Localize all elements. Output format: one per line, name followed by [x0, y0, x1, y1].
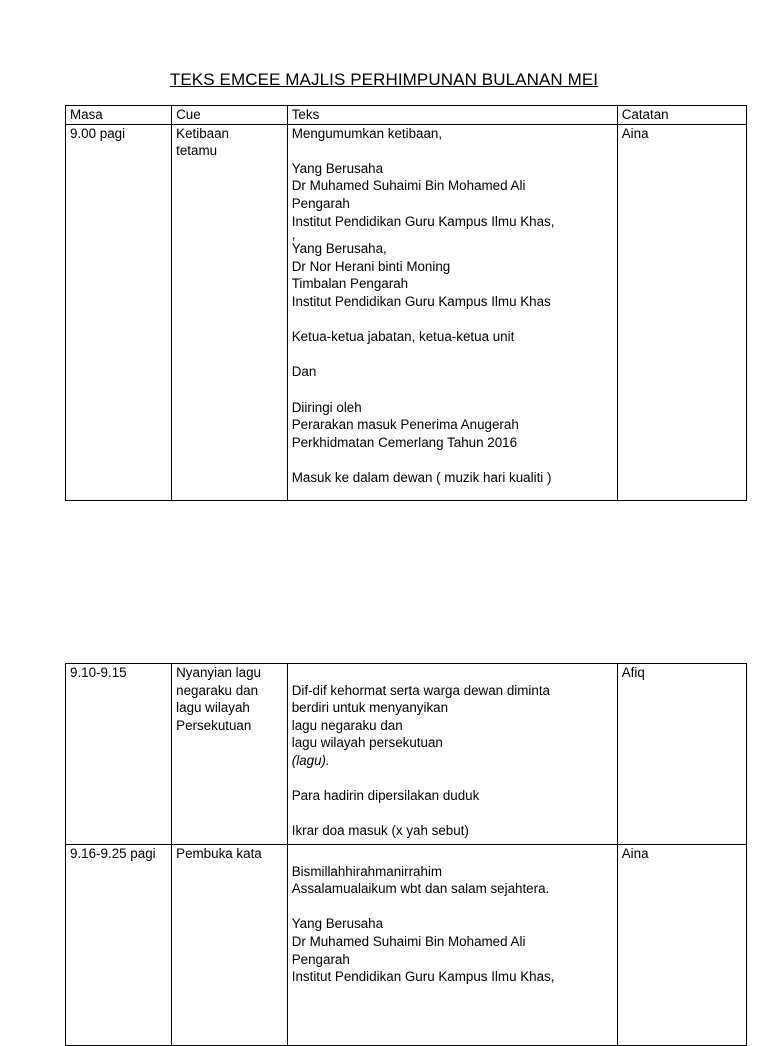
cue-line: tetamu	[176, 143, 218, 159]
teks-line: Institut Pendidikan Guru Kampus Ilmu Khas,	[291, 213, 555, 229]
masa-text: 9.00 pagi	[70, 125, 126, 141]
teks-line: Perarakan masuk Penerima Anugerah	[291, 417, 519, 433]
teks-line: Dif-dif kehormat serta warga dewan diminta	[291, 682, 550, 698]
catatan-text: Afiq	[621, 665, 645, 680]
teks-line: Pengarah	[291, 195, 350, 211]
header-catatan: Catatan	[617, 106, 746, 125]
table-row	[66, 124, 747, 500]
table-row	[66, 664, 747, 845]
teks-line: Perkhidmatan Cemerlang Tahun 2016	[291, 434, 518, 450]
cue-line: Nyanyian lagu	[176, 665, 262, 680]
cell-cue	[172, 124, 288, 500]
cue-line: Persekutuan	[176, 717, 252, 733]
header-cue: Cue	[172, 106, 288, 125]
cell-cue	[172, 845, 288, 1046]
cue-line: negaraku dan	[176, 682, 259, 698]
teks-line: ,	[291, 227, 296, 243]
teks-line: Masuk ke dalam dewan ( muzik hari kualiti )	[291, 469, 552, 485]
teks-line: Timbalan Pengarah	[291, 276, 409, 292]
header-masa: Masa	[66, 106, 172, 125]
table-row	[66, 845, 747, 1046]
teks-line: Institut Pendidikan Guru Kampus Ilmu Khas	[291, 293, 551, 309]
cell-catatan	[617, 664, 746, 845]
teks-line: lagu negaraku dan	[291, 717, 403, 733]
teks-line: berdiri untuk menyanyikan	[291, 700, 449, 716]
teks-line: Assalamualaikum wbt dan salam sejahtera.	[291, 881, 550, 897]
catatan-text: Aina	[621, 125, 649, 141]
schedule-table-1	[65, 105, 747, 501]
catatan-text: Aina	[621, 846, 649, 861]
cell-masa	[66, 124, 172, 500]
teks-line: Yang Berusaha,	[291, 241, 387, 257]
teks-line: Yang Berusaha	[291, 160, 384, 176]
teks-line: Dr Nor Herani binti Moning	[291, 258, 451, 274]
teks-line: Mengumumkan ketibaan,	[291, 125, 443, 141]
teks-line: Pengarah	[291, 951, 350, 967]
cell-catatan	[617, 845, 746, 1046]
cell-masa	[66, 664, 172, 845]
teks-line: Bismillahhirahmanirrahim	[291, 863, 443, 879]
teks-line: Ikrar doa masuk (x yah sebut)	[291, 823, 469, 839]
cell-catatan	[617, 124, 746, 500]
table-header-row	[66, 106, 747, 125]
cell-teks	[287, 124, 617, 500]
teks-line: Dan	[291, 364, 317, 380]
schedule-table-2	[65, 663, 747, 1046]
teks-line: lagu wilayah persekutuan	[291, 735, 443, 751]
cell-teks	[287, 845, 617, 1046]
teks-line: Ketua-ketua jabatan, ketua-ketua unit	[291, 329, 515, 345]
teks-line: Yang Berusaha	[291, 916, 384, 932]
cell-cue	[172, 664, 288, 845]
teks-line-italic: (lagu).	[291, 752, 330, 768]
cell-teks	[287, 664, 617, 845]
header-teks: Teks	[287, 106, 617, 125]
masa-text: 9.10-9.15	[70, 665, 127, 680]
cue-line: lagu wilayah	[176, 700, 250, 716]
teks-line: Dr Muhamed Suhaimi Bin Mohamed Ali	[291, 178, 526, 194]
teks-line: Dr Muhamed Suhaimi Bin Mohamed Ali	[291, 933, 526, 949]
cue-line: Ketibaan	[176, 125, 230, 141]
cue-line: Pembuka kata	[176, 846, 262, 861]
cell-masa	[66, 845, 172, 1046]
teks-line: Diiringi oleh	[291, 399, 362, 415]
masa-text: 9.16-9.25 pagi	[70, 846, 156, 861]
teks-line: Institut Pendidikan Guru Kampus Ilmu Khas,	[291, 969, 555, 985]
teks-line: Para hadirin dipersilakan duduk	[291, 788, 480, 804]
document-title: TEKS EMCEE MAJLIS PERHIMPUNAN BULANAN MEI	[169, 70, 599, 89]
